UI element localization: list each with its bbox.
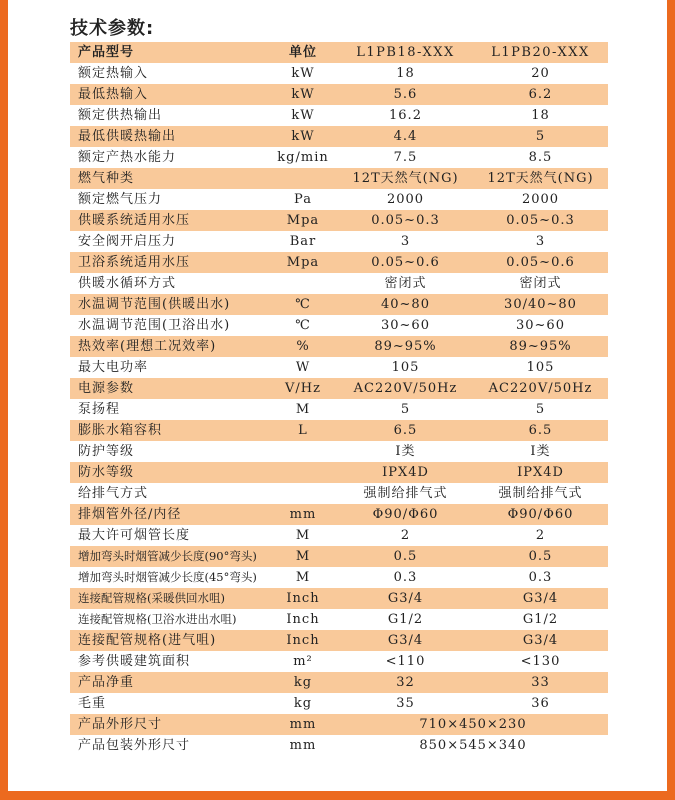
table-row — [70, 420, 608, 441]
param-name: 连接配管规格(采暖供回水咀) — [78, 591, 225, 605]
table-row — [70, 84, 608, 105]
param-value-model-1: 35 — [396, 696, 415, 711]
param-value-model-1: 5 — [400, 402, 411, 417]
param-name: 产品外形尺寸 — [78, 717, 163, 732]
param-unit: Mpa — [286, 213, 320, 228]
table-row — [70, 609, 608, 630]
param-name: 燃气种类 — [78, 171, 135, 186]
param-unit: mm — [289, 738, 317, 753]
table-row — [70, 231, 608, 252]
table-row — [70, 189, 608, 210]
right-orange-border — [667, 0, 675, 800]
param-unit: ℃ — [295, 297, 311, 312]
param-name: 产品净重 — [78, 675, 135, 690]
param-value-model-1: 0.3 — [393, 570, 418, 585]
param-unit: Inch — [286, 633, 320, 648]
param-unit: M — [295, 528, 311, 543]
table-row — [70, 651, 608, 672]
param-unit: kg — [293, 696, 313, 711]
param-value-model-2: 6.2 — [528, 87, 553, 102]
header-unit-label: 单位 — [288, 45, 317, 60]
param-value-model-2: 强制给排气式 — [498, 486, 583, 501]
param-value-model-2: 5 — [535, 129, 546, 144]
param-value-model-2: 36 — [531, 696, 550, 711]
param-name: 连接配管规格(卫浴水进出水咀) — [78, 612, 237, 626]
param-name: 增加弯头时烟管减少长度(45°弯头) — [78, 570, 257, 584]
param-value-model-2: <130 — [520, 654, 561, 669]
param-name: 参考供暖建筑面积 — [78, 654, 191, 669]
left-orange-border — [0, 0, 8, 800]
param-value-model-2: 105 — [526, 360, 555, 375]
param-value-model-1: 密闭式 — [384, 276, 427, 291]
param-name: 供暖水循环方式 — [78, 276, 177, 291]
param-value-model-2: 2000 — [521, 192, 560, 207]
param-name: 额定供热输出 — [78, 108, 163, 123]
table-row — [70, 462, 608, 483]
param-value-model-1: 0.5 — [393, 549, 418, 564]
param-name: 给排气方式 — [78, 486, 149, 501]
page-title: 技术参数: — [70, 18, 155, 39]
param-value-model-1: 0.05~0.6 — [371, 255, 440, 270]
param-unit: kg/min — [277, 150, 329, 165]
table-row — [70, 378, 608, 399]
param-value-model-2: G3/4 — [522, 633, 559, 648]
table-row — [70, 567, 608, 588]
param-value-model-2: 2 — [535, 528, 546, 543]
param-name: 增加弯头时烟管减少长度(90°弯头) — [78, 549, 257, 563]
param-unit: Pa — [294, 192, 312, 207]
param-unit: kW — [291, 87, 315, 102]
table-row — [70, 105, 608, 126]
table-row — [70, 483, 608, 504]
param-value-model-2: 6.5 — [528, 423, 553, 438]
param-value-model-2: 密闭式 — [519, 276, 562, 291]
table-row — [70, 315, 608, 336]
param-name: 泵扬程 — [78, 402, 121, 417]
table-row — [70, 504, 608, 525]
param-value-model-2: G3/4 — [522, 591, 559, 606]
param-value-model-2: I类 — [530, 444, 551, 459]
param-value-model-1: G3/4 — [387, 591, 424, 606]
param-name: 额定热输入 — [78, 66, 149, 81]
param-name: 额定燃气压力 — [78, 192, 163, 207]
param-value-model-1: 18 — [396, 66, 415, 81]
table-row — [70, 273, 608, 294]
table-row — [70, 210, 608, 231]
table-row — [70, 630, 608, 651]
param-value-shared: 710×450×230 — [419, 717, 527, 732]
param-name: 最大电功率 — [78, 360, 149, 375]
param-value-model-1: <110 — [385, 654, 426, 669]
param-value-shared: 850×545×340 — [419, 738, 527, 753]
param-name: 最低供暖热输出 — [78, 129, 177, 144]
param-value-model-1: 16.2 — [389, 108, 422, 123]
table-header-row — [70, 42, 608, 63]
param-value-model-2: 12T天然气(NG) — [487, 171, 594, 186]
param-value-model-2: 0.5 — [528, 549, 553, 564]
param-value-model-1: 105 — [391, 360, 420, 375]
param-value-model-1: 5.6 — [393, 87, 418, 102]
header-model-2: L1PB20-XXX — [491, 45, 590, 60]
param-unit: mm — [289, 717, 317, 732]
table-row — [70, 441, 608, 462]
param-name: 水温调节范围(卫浴出水) — [78, 318, 231, 333]
param-unit: M — [295, 570, 311, 585]
param-value-model-2: 30/40~80 — [504, 297, 577, 312]
param-unit: m² — [293, 654, 313, 669]
param-unit: mm — [289, 507, 317, 522]
table-row — [70, 546, 608, 567]
param-unit: kg — [293, 675, 313, 690]
table-row — [70, 525, 608, 546]
param-value-model-2: 89~95% — [509, 339, 572, 354]
param-value-model-1: 0.05~0.3 — [371, 213, 440, 228]
param-name: 连接配管规格(进气咀) — [78, 633, 217, 648]
param-unit: Bar — [289, 234, 317, 249]
param-value-model-2: 0.05~0.3 — [506, 213, 575, 228]
table-row — [70, 588, 608, 609]
param-value-model-2: 30~60 — [516, 318, 565, 333]
table-row — [70, 336, 608, 357]
param-value-model-2: Φ90/Φ60 — [507, 507, 574, 522]
table-row — [70, 294, 608, 315]
param-value-model-2: 20 — [531, 66, 550, 81]
param-value-model-1: 32 — [396, 675, 415, 690]
table-row — [70, 168, 608, 189]
param-name: 防水等级 — [78, 465, 135, 480]
param-value-model-1: 2 — [400, 528, 411, 543]
param-value-model-2: 5 — [535, 402, 546, 417]
param-unit: kW — [291, 66, 315, 81]
header-model-1: L1PB18-XXX — [356, 45, 455, 60]
table-row — [70, 357, 608, 378]
param-value-model-1: 强制给排气式 — [363, 486, 448, 501]
param-value-model-1: G1/2 — [387, 612, 424, 627]
param-value-model-1: I类 — [395, 444, 416, 459]
param-value-model-2: 0.05~0.6 — [506, 255, 575, 270]
table-row — [70, 735, 608, 756]
param-value-model-1: Φ90/Φ60 — [372, 507, 439, 522]
param-value-model-1: 12T天然气(NG) — [352, 171, 459, 186]
param-unit: % — [296, 339, 310, 354]
param-value-model-2: 33 — [531, 675, 550, 690]
table-row — [70, 147, 608, 168]
param-unit: L — [298, 423, 308, 438]
param-value-model-1: 89~95% — [374, 339, 437, 354]
param-name: 卫浴系统适用水压 — [78, 255, 191, 270]
table-row — [70, 126, 608, 147]
param-name: 最低热输入 — [78, 87, 149, 102]
param-unit: V/Hz — [285, 381, 321, 396]
param-name: 供暖系统适用水压 — [78, 213, 191, 228]
param-value-model-1: G3/4 — [387, 633, 424, 648]
param-name: 额定产热水能力 — [78, 150, 177, 165]
param-unit: Inch — [286, 612, 320, 627]
param-name: 水温调节范围(供暖出水) — [78, 297, 231, 312]
param-value-model-1: 30~60 — [381, 318, 430, 333]
param-value-model-2: 0.3 — [528, 570, 553, 585]
spec-table — [70, 42, 608, 756]
param-name: 防护等级 — [78, 444, 135, 459]
param-name: 热效率(理想工况效率) — [78, 339, 217, 354]
table-row — [70, 693, 608, 714]
param-unit: W — [295, 360, 311, 375]
param-name: 产品包装外形尺寸 — [78, 738, 191, 753]
param-value-model-1: 4.4 — [393, 129, 418, 144]
param-unit: M — [295, 402, 311, 417]
param-value-model-1: 3 — [400, 234, 411, 249]
param-value-model-1: IPX4D — [382, 465, 429, 480]
param-value-model-2: G1/2 — [522, 612, 559, 627]
bottom-orange-border — [0, 791, 675, 800]
param-value-model-2: AC220V/50Hz — [488, 381, 593, 396]
param-value-model-2: 18 — [531, 108, 550, 123]
param-value-model-2: 8.5 — [528, 150, 553, 165]
table-body — [70, 63, 608, 756]
param-name: 安全阀开启压力 — [78, 234, 177, 249]
param-name: 排烟管外径/内径 — [78, 507, 182, 522]
table-row — [70, 63, 608, 84]
param-value-model-1: 40~80 — [381, 297, 430, 312]
param-unit: ℃ — [295, 318, 311, 333]
param-value-model-2: IPX4D — [517, 465, 564, 480]
param-unit: Inch — [286, 591, 320, 606]
param-unit: Mpa — [286, 255, 320, 270]
table-row — [70, 672, 608, 693]
param-unit: kW — [291, 108, 315, 123]
param-value-model-1: AC220V/50Hz — [353, 381, 458, 396]
param-name: 膨胀水箱容积 — [78, 423, 163, 438]
table-row — [70, 714, 608, 735]
table-row — [70, 399, 608, 420]
param-value-model-1: 6.5 — [393, 423, 418, 438]
param-name: 最大许可烟管长度 — [78, 528, 191, 543]
param-name: 毛重 — [78, 696, 107, 711]
table-row — [70, 252, 608, 273]
param-name: 电源参数 — [78, 381, 135, 396]
header-model-label: 产品型号 — [78, 45, 135, 60]
param-value-model-1: 7.5 — [393, 150, 418, 165]
param-value-model-1: 2000 — [386, 192, 425, 207]
param-value-model-2: 3 — [535, 234, 546, 249]
param-unit: M — [295, 549, 311, 564]
param-unit: kW — [291, 129, 315, 144]
